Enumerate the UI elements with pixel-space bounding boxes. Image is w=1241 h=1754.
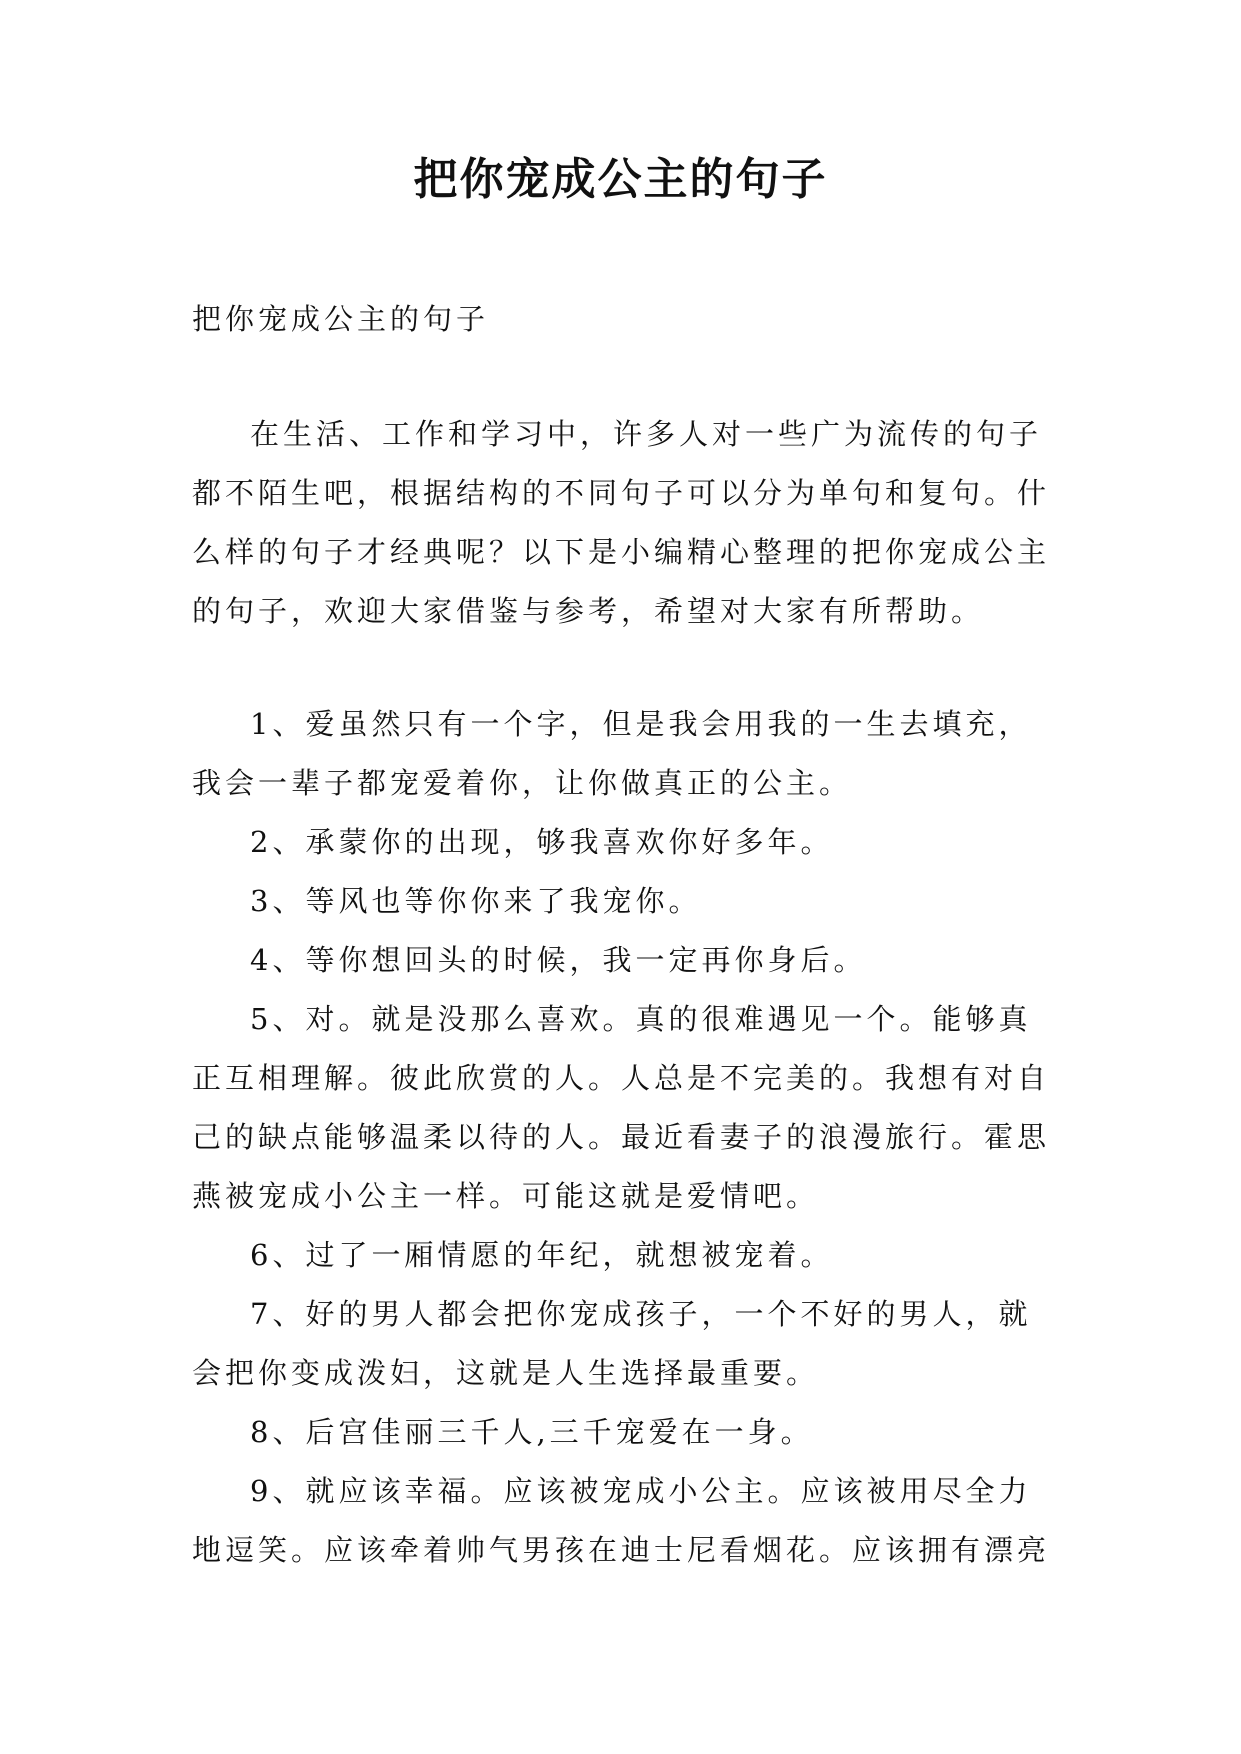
list-item: 2、承蒙你的出现，够我喜欢你好多年。 [250, 825, 834, 859]
list-item: 6、过了一厢情愿的年纪，就想被宠着。 [250, 1238, 834, 1272]
list-item: 3、等风也等你你来了我宠你。 [250, 884, 702, 918]
intro-paragraph: 在生活、工作和学习中，许多人对一些广为流传的句子都不陌生吧，根据结构的不同句子可以分为单句和复句。什么样的句子才经典呢？以下是小编精心整理的把你宠成公主的句子，欢迎大家借鉴与参考，希望对大家有所帮助。 [192, 417, 1051, 628]
sentence-list [192, 695, 1060, 1580]
list-item: 8、后宫佳丽三千人,三千宠爱在一身。 [250, 1415, 814, 1449]
document-title: 把你宠成公主的句子 [413, 154, 828, 205]
document-subtitle: 把你宠成公主的句子 [192, 302, 490, 336]
list-item: 5、对。就是没那么喜欢。真的很难遇见一个。能够真正互相理解。彼此欣赏的人。人总是不完美的。我想有对自己的缺点能够温柔以待的人。最近看妻子的浪漫旅行。霍思燕被宠成小公主一样。可能这就是爱情吧。 [192, 1002, 1051, 1213]
list-item: 7、好的男人都会把你宠成孩子，一个不好的男人，就会把你变成泼妇，这就是人生选择最重要。 [192, 1297, 1032, 1390]
list-item: 4、等你想回头的时候，我一定再你身后。 [250, 943, 867, 977]
list-item: 1、爱虽然只有一个字，但是我会用我的一生去填充，我会一辈子都宠爱着你，让你做真正的公主。 [192, 707, 1032, 800]
list-item: 9、就应该幸福。应该被宠成小公主。应该被用尽全力地逗笑。应该牵着帅气男孩在迪士尼看烟花。应该拥有漂亮 [192, 1474, 1051, 1567]
